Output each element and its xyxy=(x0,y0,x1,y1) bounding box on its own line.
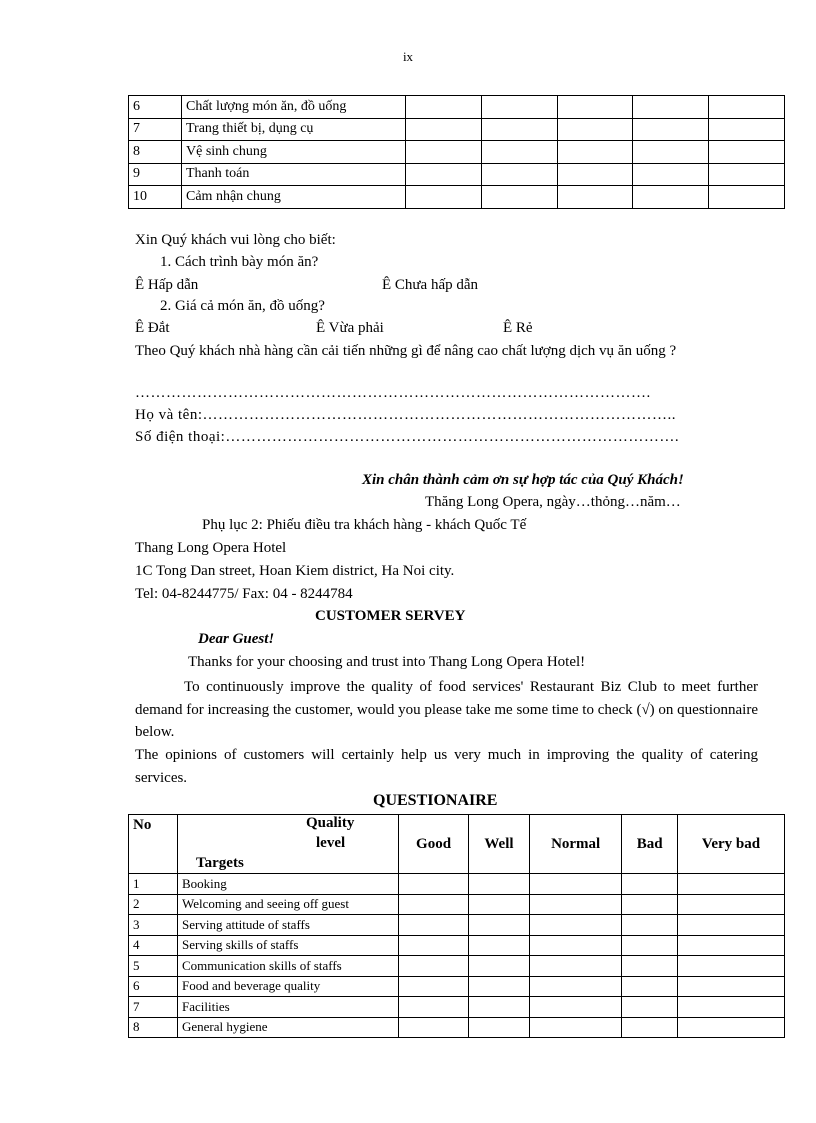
rating-cell[interactable] xyxy=(406,96,482,119)
vn-question-2: 2. Giá cả món ăn, đồ uống? xyxy=(160,298,325,314)
rating-cell[interactable] xyxy=(399,976,469,997)
header-level: level xyxy=(316,835,346,851)
header-no: No xyxy=(129,815,178,874)
rating-cell[interactable] xyxy=(399,874,469,895)
rating-cell[interactable] xyxy=(677,976,784,997)
header-very-bad: Very bad xyxy=(677,815,784,874)
header-quality-targets xyxy=(178,815,399,874)
table-row xyxy=(129,1017,785,1038)
row-item: Trang thiết bị, dụng cụ xyxy=(182,118,406,141)
rating-cell[interactable] xyxy=(622,1017,678,1038)
rating-cell[interactable] xyxy=(622,997,678,1018)
rating-cell[interactable] xyxy=(406,163,482,186)
table-row xyxy=(129,874,785,895)
row-item: Facilities xyxy=(178,997,399,1018)
row-item: General hygiene xyxy=(178,1017,399,1038)
table-row xyxy=(129,96,785,119)
row-number: 9 xyxy=(129,163,182,186)
rating-cell[interactable] xyxy=(481,118,557,141)
rating-cell[interactable] xyxy=(529,976,622,997)
rating-cell[interactable] xyxy=(677,935,784,956)
rating-cell[interactable] xyxy=(622,956,678,977)
row-item: Vệ sinh chung xyxy=(182,141,406,164)
hotel-contact: Tel: 04-8244775/ Fax: 04 - 8244784 xyxy=(135,586,353,602)
table-row xyxy=(129,997,785,1018)
vn-date-line: Thăng Long Opera, ngày…thỏng…năm… xyxy=(425,494,681,510)
rating-cell[interactable] xyxy=(399,894,469,915)
row-item: Booking xyxy=(178,874,399,895)
table-row xyxy=(129,915,785,936)
rating-cell[interactable] xyxy=(557,163,633,186)
table-row xyxy=(129,186,785,209)
rating-cell[interactable] xyxy=(529,935,622,956)
rating-cell[interactable] xyxy=(529,1017,622,1038)
row-number: 1 xyxy=(129,874,178,895)
table-row xyxy=(129,141,785,164)
greeting: Dear Guest! xyxy=(198,631,275,647)
row-item: Welcoming and seeing off guest xyxy=(178,894,399,915)
vn-q1-option-unattractive[interactable]: Ê Chưa hấp dẫn xyxy=(382,277,479,293)
rating-cell[interactable] xyxy=(633,141,709,164)
rating-cell[interactable] xyxy=(709,96,785,119)
rating-cell[interactable] xyxy=(677,956,784,977)
header-quality: Quality xyxy=(306,815,355,831)
intro-paragraph: To continuously improve the quality of food services' Restaurant Biz Club to meet further demand for increasing the customer, would you please take me some time to check (√) on questionnaire below. xyxy=(135,679,758,740)
rating-cell[interactable] xyxy=(677,1017,784,1038)
rating-cell[interactable] xyxy=(469,935,530,956)
vn-q2-option-moderate[interactable]: Ê Vừa phải xyxy=(316,320,384,336)
row-item: Cảm nhận chung xyxy=(182,186,406,209)
header-well: Well xyxy=(469,815,530,874)
row-number: 6 xyxy=(129,976,178,997)
rating-cell[interactable] xyxy=(469,894,530,915)
row-item: Communication skills of staffs xyxy=(178,956,399,977)
table-row xyxy=(129,935,785,956)
row-number: 4 xyxy=(129,935,178,956)
row-number: 10 xyxy=(129,186,182,209)
rating-cell[interactable] xyxy=(481,163,557,186)
rating-cell[interactable] xyxy=(677,915,784,936)
hotel-name: Thang Long Opera Hotel xyxy=(135,540,287,556)
appendix-title: Phụ lục 2: Phiếu điều tra khách hàng - khách Quốc Tế xyxy=(202,517,527,533)
rating-cell[interactable] xyxy=(557,118,633,141)
rating-cell[interactable] xyxy=(709,141,785,164)
rating-cell[interactable] xyxy=(406,186,482,209)
row-number: 8 xyxy=(129,141,182,164)
rating-cell[interactable] xyxy=(633,163,709,186)
rating-cell[interactable] xyxy=(399,1017,469,1038)
table-row xyxy=(129,976,785,997)
rating-cell[interactable] xyxy=(622,976,678,997)
rating-cell[interactable] xyxy=(406,118,482,141)
row-number: 7 xyxy=(129,997,178,1018)
rating-cell[interactable] xyxy=(633,118,709,141)
questionnaire-title: QUESTIONAIRE xyxy=(373,792,498,809)
rating-cell[interactable] xyxy=(481,96,557,119)
rating-cell[interactable] xyxy=(469,874,530,895)
page-number: ix xyxy=(402,49,414,64)
row-number: 3 xyxy=(129,915,178,936)
table-row xyxy=(129,956,785,977)
header-normal: Normal xyxy=(529,815,622,874)
rating-cell[interactable] xyxy=(709,118,785,141)
rating-cell[interactable] xyxy=(622,874,678,895)
header-good: Good xyxy=(399,815,469,874)
vn-q1-option-attractive[interactable]: Ê Hấp dẫn xyxy=(135,277,199,293)
header-targets: Targets xyxy=(196,855,244,871)
rating-cell[interactable] xyxy=(529,915,622,936)
rating-cell[interactable] xyxy=(622,894,678,915)
row-item: Thanh toán xyxy=(182,163,406,186)
table-row xyxy=(129,118,785,141)
rating-cell[interactable] xyxy=(529,956,622,977)
row-number: 5 xyxy=(129,956,178,977)
row-item: Chất lượng món ăn, đồ uống xyxy=(182,96,406,119)
rating-cell[interactable] xyxy=(399,956,469,977)
table-row xyxy=(129,894,785,915)
rating-cell[interactable] xyxy=(469,915,530,936)
survey-title: CUSTOMER SERVEY xyxy=(315,608,466,624)
rating-cell[interactable] xyxy=(399,915,469,936)
vn-question-1: 1. Cách trình bày món ăn? xyxy=(160,254,319,270)
rating-cell[interactable] xyxy=(709,163,785,186)
vn-rating-table xyxy=(128,95,785,209)
opinion-paragraph: The opinions of customers will certainly help us very much in improving the quality of catering services. xyxy=(135,747,758,786)
rating-cell[interactable] xyxy=(399,935,469,956)
rating-cell[interactable] xyxy=(709,186,785,209)
rating-cell[interactable] xyxy=(633,186,709,209)
rating-cell[interactable] xyxy=(557,141,633,164)
row-item: Serving skills of staffs xyxy=(178,935,399,956)
row-item: Serving attitude of staffs xyxy=(178,915,399,936)
rating-cell[interactable] xyxy=(469,956,530,977)
rating-cell[interactable] xyxy=(481,186,557,209)
table-row xyxy=(129,163,785,186)
vn-q2-option-cheap[interactable]: Ê Rẻ xyxy=(503,320,533,336)
row-number: 6 xyxy=(129,96,182,119)
vn-question-3: Theo Quý khách nhà hàng cần cải tiến những gì để nâng cao chất lượng dịch vụ ăn uống ? xyxy=(135,343,677,359)
rating-cell[interactable] xyxy=(633,96,709,119)
vn-answer-line[interactable]: ………………………………………………………………………………………. xyxy=(135,385,651,401)
rating-cell[interactable] xyxy=(399,997,469,1018)
vn-name-line[interactable]: Họ và tên:……………………………………………………………………………….. xyxy=(135,407,676,423)
vn-q2-option-expensive[interactable]: Ê Đắt xyxy=(135,320,170,336)
rating-cell[interactable] xyxy=(557,186,633,209)
table-header-row xyxy=(129,815,785,874)
thanks-paragraph: Thanks for your choosing and trust into Thang Long Opera Hotel! xyxy=(188,654,586,670)
vn-phone-line[interactable]: Số điện thoại:……………………………………………………………………………. xyxy=(135,429,680,445)
rating-cell[interactable] xyxy=(481,141,557,164)
row-number: 7 xyxy=(129,118,182,141)
rating-cell[interactable] xyxy=(622,935,678,956)
rating-cell[interactable] xyxy=(529,997,622,1018)
hotel-address: 1C Tong Dan street, Hoan Kiem district, Ha Noi city. xyxy=(135,563,455,579)
rating-cell[interactable] xyxy=(677,894,784,915)
row-number: 8 xyxy=(129,1017,178,1038)
vn-thanks: Xin chân thành cảm ơn sự hợp tác của Quý Khách! xyxy=(362,472,684,488)
rating-cell[interactable] xyxy=(529,894,622,915)
rating-cell[interactable] xyxy=(557,96,633,119)
vn-intro: Xin Quý khách vui lòng cho biết: xyxy=(135,232,336,248)
rating-cell[interactable] xyxy=(469,976,530,997)
row-item: Food and beverage quality xyxy=(178,976,399,997)
row-number: 2 xyxy=(129,894,178,915)
rating-cell[interactable] xyxy=(406,141,482,164)
rating-cell[interactable] xyxy=(622,915,678,936)
rating-cell[interactable] xyxy=(677,874,784,895)
header-bad: Bad xyxy=(622,815,678,874)
rating-cell[interactable] xyxy=(469,1017,530,1038)
questionnaire-table xyxy=(128,814,785,1038)
rating-cell[interactable] xyxy=(529,874,622,895)
rating-cell[interactable] xyxy=(677,997,784,1018)
rating-cell[interactable] xyxy=(469,997,530,1018)
